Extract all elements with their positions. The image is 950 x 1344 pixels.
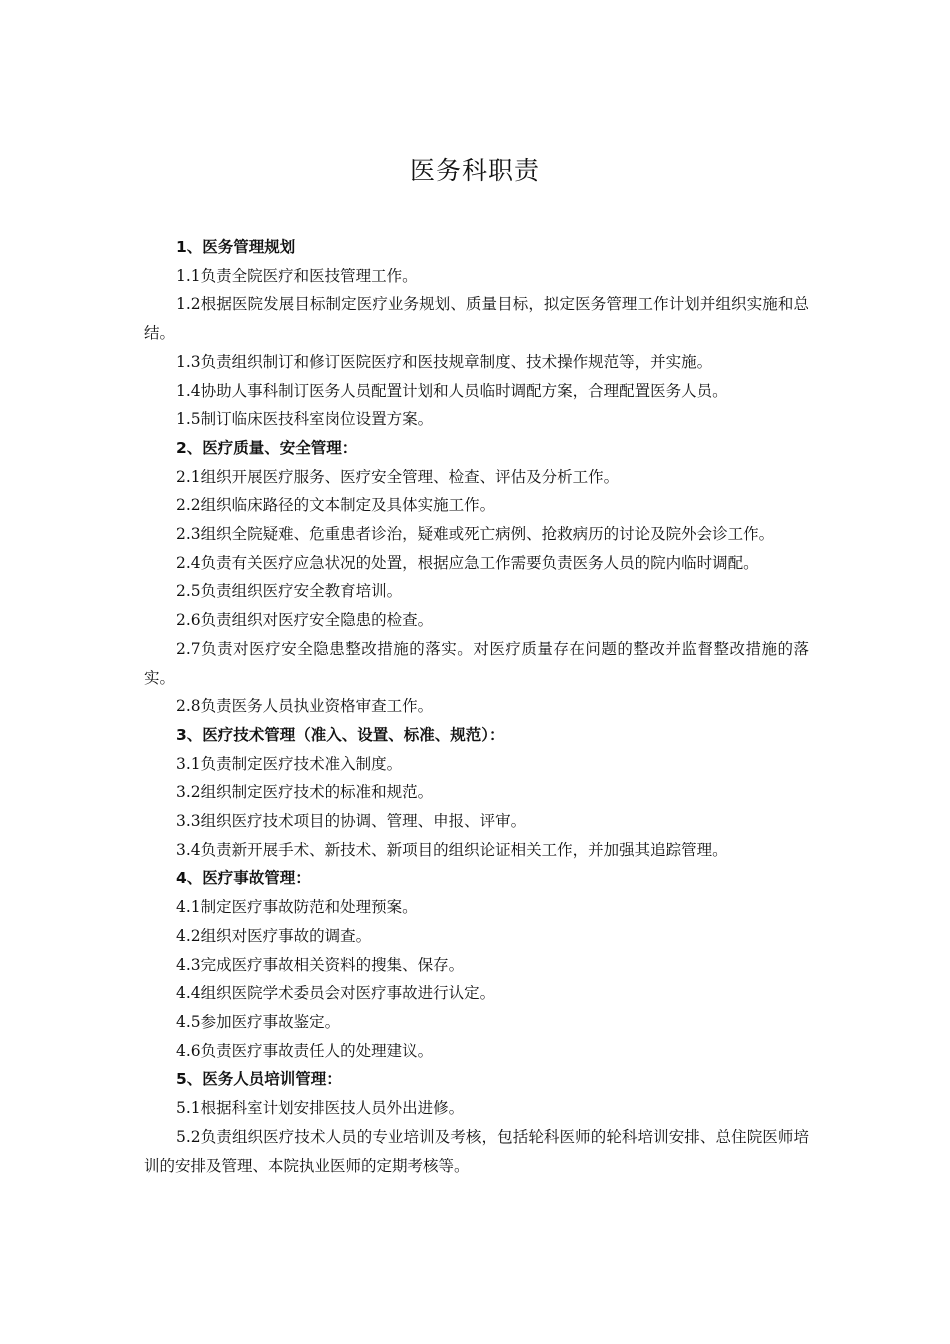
paragraph: 1.3负责组织制订和修订医院医疗和医技规章制度、技术操作规范等，并实施。 <box>176 352 713 371</box>
paragraph: 3.3组织医疗技术项目的协调、管理、申报、评审。 <box>176 812 527 831</box>
paragraph: 2.8负责医务人员执业资格审查工作。 <box>176 697 434 716</box>
paragraph: 3.1负责制定医疗技术准入制度。 <box>176 754 403 773</box>
paragraph: 2.7负责对医疗安全隐患整改措施的落实。对医疗质量存在问题的整改并监督整改措施的落实。 <box>144 639 809 687</box>
paragraph: 4.5参加医疗事故鉴定。 <box>176 1012 341 1031</box>
paragraph: 4.3完成医疗事故相关资料的搜集、保存。 <box>176 955 465 974</box>
page-title: 医务科职责 <box>409 156 540 185</box>
paragraph: 4.2组织对医疗事故的调查。 <box>176 926 372 945</box>
paragraph: 3.4负责新开展手术、新技术、新项目的组织论证相关工作，并加强其追踪管理。 <box>176 840 728 859</box>
paragraph: 2.4负责有关医疗应急状况的处置，根据应急工作需要负责医务人员的院内临时调配。 <box>176 553 759 572</box>
section-heading: 1、医务管理规划 <box>176 238 296 256</box>
paragraph: 1.2根据医院发展目标制定医疗业务规划、质量目标，拟定医务管理工作计划并组织实施和总结。 <box>144 295 809 343</box>
section-heading: 3、医疗技术管理（准入、设置、标准、规范）： <box>176 725 505 744</box>
document-body <box>144 233 809 1180</box>
paragraph: 2.1组织开展医疗服务、医疗安全管理、检查、评估及分析工作。 <box>176 467 620 486</box>
paragraph: 1.1负责全院医疗和医技管理工作。 <box>176 266 418 285</box>
paragraph: 3.2组织制定医疗技术的标准和规范。 <box>176 783 434 802</box>
section-heading: 5、医务人员培训管理： <box>176 1070 342 1089</box>
paragraph: 2.6负责组织对医疗安全隐患的检查。 <box>176 611 434 630</box>
paragraph: 5.1根据科室计划安排医技人员外出进修。 <box>176 1099 465 1118</box>
paragraph: 4.4组织医院学术委员会对医疗事故进行认定。 <box>176 984 496 1003</box>
paragraph: 4.1制定医疗事故防范和处理预案。 <box>176 898 418 917</box>
paragraph: 2.2组织临床路径的文本制定及具体实施工作。 <box>176 496 496 515</box>
paragraph: 2.5负责组织医疗安全教育培训。 <box>176 582 403 601</box>
paragraph: 4.6负责医疗事故责任人的处理建议。 <box>176 1041 434 1060</box>
paragraph: 5.2负责组织医疗技术人员的专业培训及考核，包括轮科医师的轮科培训安排、总住院医师培训的安排及管理、本院执业医师的定期考核等。 <box>144 1127 809 1175</box>
paragraph: 1.5制订临床医技科室岗位设置方案。 <box>176 410 434 429</box>
section-heading: 4、医疗事故管理： <box>176 869 311 888</box>
paragraph: 2.3组织全院疑难、危重患者诊治，疑难或死亡病例、抢救病历的讨论及院外会诊工作。 <box>176 525 775 544</box>
paragraph: 1.4协助人事科制订医务人员配置计划和人员临时调配方案，合理配置医务人员。 <box>176 381 728 400</box>
section-heading: 2、医疗质量、安全管理： <box>176 438 358 457</box>
